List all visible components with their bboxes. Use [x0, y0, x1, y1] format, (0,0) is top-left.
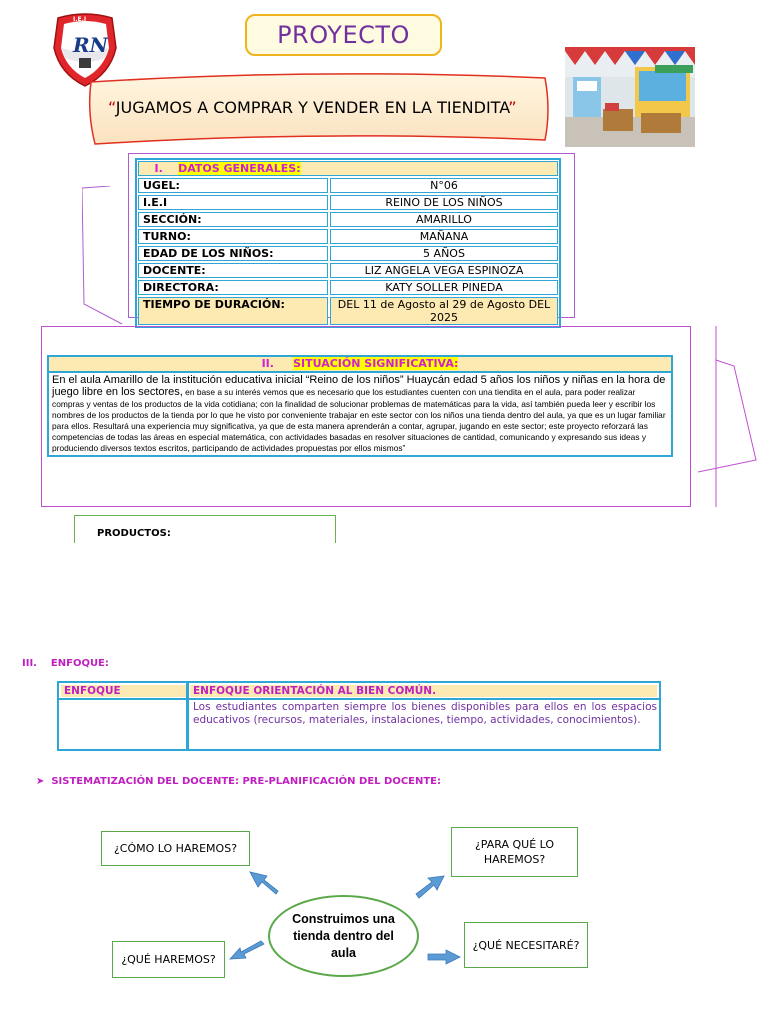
connector-line [82, 186, 132, 330]
productos-label: PRODUCTOS: [97, 528, 171, 539]
table-row: SECCIÓN: AMARILLO [137, 211, 559, 228]
table-row: TURNO: MAÑANA [137, 228, 559, 245]
situacion-table [47, 355, 673, 457]
enfoque-col2-header: ENFOQUE ORIENTACIÓN AL BIEN COMÚN. [190, 685, 657, 697]
page-title: PROYECTO [245, 14, 442, 56]
classroom-store-photo [565, 47, 695, 147]
datos-generales-table [135, 158, 561, 328]
situacion-heading: II. SITUACIÓN SIGNIFICATIVA: [49, 357, 671, 373]
mindmap-need: ¿QUÉ NECESITARÉ? [464, 922, 588, 968]
enfoque-col1-header: ENFOQUE [61, 685, 186, 697]
mindmap-what: ¿QUÉ HAREMOS? [112, 941, 225, 978]
datos-heading: I. DATOS GENERALES: [138, 161, 558, 176]
mindmap-why: ¿PARA QUÉ LO HAREMOS? [451, 827, 578, 877]
mindmap-how: ¿CÓMO LO HAREMOS? [101, 831, 250, 866]
arrow-up-left-icon [250, 872, 278, 894]
arrow-left-icon [230, 941, 264, 959]
enfoque-description: Los estudiantes comparten siempre los bienes disponibles para ellos en los espacios educativos (recursos, materiales, instalaciones, tiempo, actividades, conocimientos). [193, 701, 657, 726]
table-row: I.E.I REINO DE LOS NIÑOS [137, 194, 559, 211]
situacion-text: En el aula Amarillo de la institución educativa inicial “Reino de los niños” Huaycán edad 5 años los niños y niñas en la hora de juego libre en los sectores, en base a su interés vemos que es necesario que los estudiantes cuenten con una tiendita en el aula, para poder realizar compras y ventas de los productos de la vida cotidiana; con la finalidad de solucionar problemas de matemáticas para la vida, así también pueda leer y escribir los nombres de los productos de la tienda por lo que he visto por conveniente trabajar en este sector con los niños una tienda dentro del aula, ya que es un lugar familiar para ellos. Resultará una experiencia muy significativa, ya que de esta manera aprenderán a contar, agrupar, jugando en este sector; este proyecto reforzará las competencias de todas las áreas en especial matemática, con actividades basadas en resolver situaciones de cantidad, comunicando y expresando sus ideas y produciendo diversos textos escritos, participando de actividades propuestas por ellos mismos” [52, 374, 666, 453]
svg-text:RN: RN [73, 33, 108, 57]
project-name: “JUGAMOS A COMPRAR Y VENDER EN LA TIENDITA” [108, 98, 517, 117]
table-row: UGEL: N°06 [137, 177, 559, 194]
table-row: DOCENTE: LIZ ANGELA VEGA ESPINOZA [137, 262, 559, 279]
mindmap-center: Construimos una tienda dentro del aula [268, 895, 419, 977]
table-row: EDAD DE LOS NIÑOS: 5 AÑOS [137, 245, 559, 262]
arrow-up-right-icon [416, 876, 444, 898]
bracket-shape [690, 326, 760, 512]
enfoque-section-title: III. ENFOQUE: [22, 658, 109, 669]
arrow-right-icon [428, 950, 460, 964]
sistematizacion-heading: ➤ SISTEMATIZACIÓN DEL DOCENTE: PRE-PLANIFICACIÓN DEL DOCENTE: [36, 776, 442, 787]
row-divider [59, 698, 659, 700]
table-row: DIRECTORA: KATY SOLLER PINEDA [137, 279, 559, 296]
logo-top-text: I.E.I [73, 16, 87, 23]
table-row: TIEMPO DE DURACIÓN: DEL 11 de Agosto al 29 de Agosto DEL 2025 [137, 296, 559, 326]
enfoque-table [57, 681, 661, 751]
column-divider [186, 683, 189, 749]
arrow-bullet-icon: ➤ [36, 776, 45, 787]
